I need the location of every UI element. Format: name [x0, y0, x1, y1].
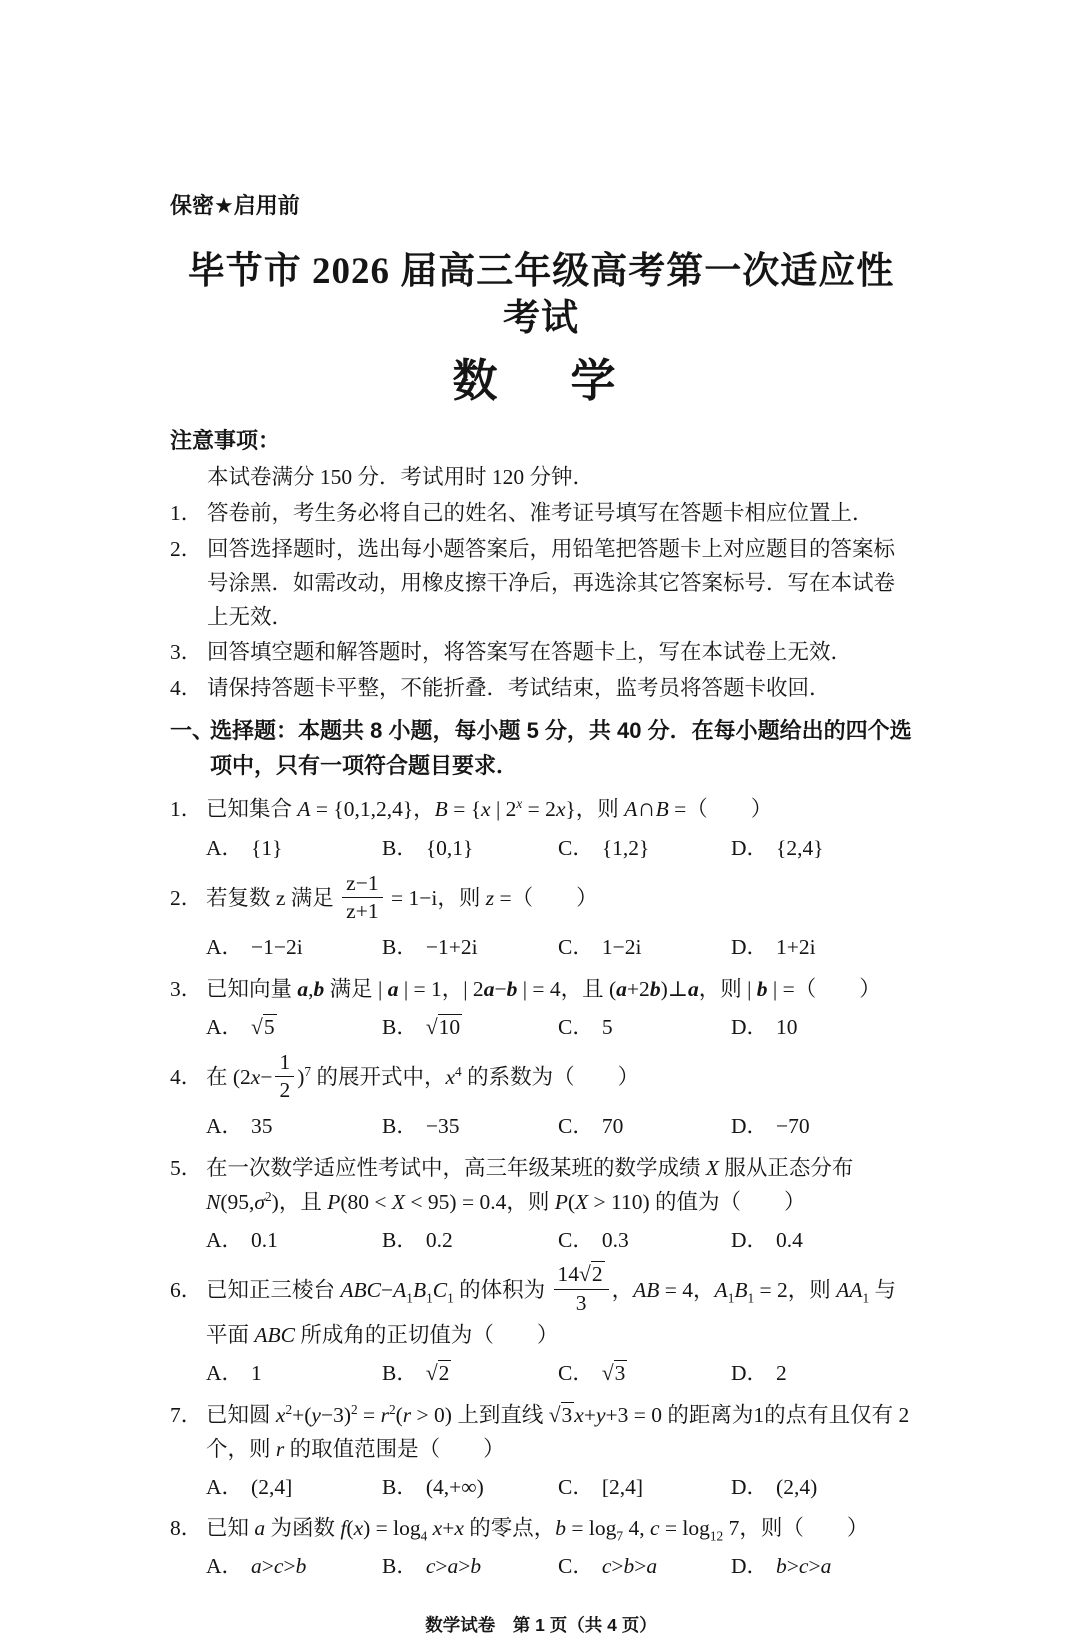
- option: [206, 929, 382, 967]
- notice-item: [170, 533, 912, 635]
- option: [206, 1222, 382, 1260]
- option-label: D．: [731, 836, 769, 860]
- question-text: 若复数 z 满足 $\frac{z-1}{z+1}$ = 1−i，则 z =（ ）: [206, 870, 598, 923]
- question-number: 1．: [170, 796, 203, 821]
- option-label: D．: [731, 1014, 769, 1039]
- option-label: A．: [206, 1114, 244, 1139]
- option-label: C．: [558, 1014, 594, 1039]
- question-item: [170, 1512, 912, 1586]
- notice-item-text: 请保持答题卡平整，不能折叠．考试结束，监考员将答题卡收回．: [207, 676, 831, 701]
- notice-item: [170, 672, 912, 706]
- option-label: D．: [731, 1227, 769, 1252]
- option-value: 70: [601, 1114, 624, 1139]
- question-text: 在一次数学适应性考试中，高三年级某班的数学成绩 X 服从正态分布 $N(95,\sigma^2)$，且 P(80 < X < 95) = 0.4，则 P(X > 110) 的值为（ ）: [206, 1155, 854, 1214]
- question-stem: [170, 1512, 912, 1546]
- option: [382, 830, 558, 868]
- option-label: B．: [382, 1014, 418, 1039]
- question-number: 5．: [170, 1155, 203, 1180]
- option-value: {0,1}: [425, 836, 474, 860]
- question-text: 已知正三棱台 $ABC-A_1B_1C_1$ 的体积为 $\frac{14√2}{3}$ ，AB = 4，$A_1B_1 = 2$，则 $AA_1$ 与平面 ABC 所成角的正切值为（ ）: [206, 1262, 897, 1348]
- question-number: 3．: [170, 976, 203, 1001]
- option-label: B．: [382, 935, 418, 960]
- question-stem: [170, 1049, 912, 1107]
- option: [731, 830, 912, 868]
- option-value: −1−2i: [251, 935, 303, 960]
- option-value: 1: [251, 1361, 262, 1386]
- option: [731, 929, 912, 967]
- question-options: [170, 1355, 912, 1393]
- question-text: 已知集合 A = {0,1,2,4}，B = {x | $2^x = 2x$}，则 A∩B =（ ）: [206, 793, 773, 822]
- question-options: [170, 1009, 912, 1047]
- question-options: [170, 1108, 912, 1146]
- option-value: 5: [601, 1014, 613, 1039]
- option-label: A．: [206, 1361, 244, 1386]
- option-label: C．: [558, 1474, 594, 1499]
- option-label: C．: [558, 836, 594, 860]
- option-label: D．: [731, 1114, 769, 1139]
- option: [731, 1469, 912, 1507]
- question-number: 4．: [170, 1065, 203, 1090]
- option: [558, 1009, 731, 1047]
- notice-intro: 本试卷满分 150 分．考试用时 120 分钟．: [207, 464, 595, 489]
- option-label: B．: [382, 1361, 418, 1386]
- question-item: [170, 1399, 912, 1507]
- notice-item-text: 回答填空题和解答题时，将答案写在答题卡上，写在本试卷上无效．: [207, 640, 853, 665]
- notice-item-text: 答卷前，考生务必将自己的姓名、准考证号填写在答题卡相应位置上．: [207, 500, 874, 525]
- section-number: 一、: [170, 718, 215, 744]
- question-number: 6．: [170, 1278, 203, 1303]
- question-number: 7．: [170, 1402, 203, 1427]
- option-label: B．: [382, 1554, 418, 1579]
- option: [731, 1009, 912, 1047]
- option-value: −70: [776, 1114, 810, 1139]
- question-item: [170, 973, 912, 1047]
- option: [382, 1009, 558, 1047]
- option: [382, 1108, 558, 1146]
- option: [731, 1108, 912, 1146]
- option-value: c>b>a: [601, 1554, 658, 1579]
- question-options: [170, 830, 912, 868]
- option: [558, 1469, 731, 1507]
- option: [558, 929, 731, 967]
- question-text: 已知圆 $x^2+(y-3)^2 = r^2(r > 0)$ 上到直线 √3x+y+3 = 0 的距离为1的点有且仅有 2 个，则 r 的取值范围是（ ）: [206, 1401, 910, 1461]
- option-value: 1+2i: [776, 935, 816, 960]
- option: [731, 1222, 912, 1260]
- option-value: b>c>a: [776, 1554, 832, 1579]
- question-options: [170, 929, 912, 967]
- option-label: D．: [731, 1554, 769, 1579]
- option-value: 35: [251, 1114, 273, 1139]
- option-label: B．: [382, 1227, 418, 1252]
- exam-title: 毕节市 2026 届高三年级高考第一次适应性考试: [187, 251, 895, 339]
- option: [731, 1548, 912, 1586]
- question-number: 2．: [170, 886, 203, 911]
- notice-item-number: 3．: [170, 640, 203, 665]
- option-label: C．: [558, 1227, 594, 1252]
- question-options: [170, 1469, 912, 1507]
- question-item: [170, 1262, 912, 1392]
- question-stem: [170, 973, 912, 1007]
- option-label: C．: [558, 1361, 594, 1386]
- option-value: √2: [425, 1361, 450, 1386]
- option-value: −35: [425, 1114, 460, 1139]
- option-label: C．: [558, 935, 594, 960]
- option: [206, 1548, 382, 1586]
- option: [558, 1548, 731, 1586]
- subject-title: 数 学: [452, 355, 630, 406]
- option-value: (2,4): [776, 1474, 818, 1499]
- option: [382, 1222, 558, 1260]
- option: [206, 1469, 382, 1507]
- option: [731, 1355, 912, 1393]
- option-label: A．: [206, 1554, 244, 1579]
- option-value: {2,4}: [776, 836, 824, 860]
- notice-section: [170, 424, 912, 707]
- section-heading: [170, 714, 912, 784]
- option: [382, 929, 558, 967]
- notice-item: [170, 497, 912, 531]
- question-options: [170, 1222, 912, 1260]
- option-value: 0.3: [601, 1227, 629, 1252]
- option-value: c>a>b: [425, 1554, 482, 1579]
- question-options: [170, 1548, 912, 1586]
- question-stem: [170, 1399, 912, 1467]
- option-value: 0.2: [425, 1227, 453, 1252]
- option-label: C．: [558, 1114, 594, 1139]
- option-value: 1−2i: [601, 935, 642, 960]
- option: [558, 1222, 731, 1260]
- option-label: C．: [558, 1554, 594, 1579]
- option-value: [2,4]: [601, 1474, 644, 1499]
- option-value: √3: [601, 1361, 626, 1386]
- notice-item-number: 1．: [170, 500, 203, 525]
- question-text: 已知向量 a,b 满足 | a | = 1，| 2a−b | = 4，且 (a+2b)⊥a，则 | b | =（ ）: [206, 976, 881, 1001]
- option: [206, 1108, 382, 1146]
- option-value: √5: [251, 1014, 275, 1039]
- option-label: A．: [206, 1014, 244, 1039]
- question-text: 在 (2x− $\frac{1}{2}$ )$^7$ 的展开式中，$x^4$ 的系数为（ ）: [206, 1049, 640, 1102]
- notice-item-text: 回答选择题时，选出每小题答案后，用铅笔把答题卡上对应题目的答案标号涂黑．如需改动，用橡皮擦干净后，再选涂其它答案标号．写在本试卷上无效．: [207, 536, 896, 629]
- option-value: −1+2i: [425, 935, 478, 960]
- option-value: 0.1: [251, 1227, 278, 1252]
- option: [206, 830, 382, 868]
- option: [382, 1469, 558, 1507]
- option-label: D．: [731, 935, 769, 960]
- option: [558, 830, 731, 868]
- option-value: (2,4]: [251, 1474, 293, 1499]
- question-item: [170, 1152, 912, 1260]
- notice-item-number: 4．: [170, 676, 203, 701]
- option-label: A．: [206, 1474, 244, 1499]
- option-value: √10: [425, 1014, 461, 1039]
- section-text: 选择题：本题共 8 小题，每小题 5 分，共 40 分．在每小题给出的四个选项中，只有一项符合题目要求．: [210, 718, 912, 779]
- question-stem: [170, 1152, 912, 1220]
- notice-item-number: 2．: [170, 536, 203, 561]
- secrecy-label: 保密★启用前: [170, 193, 300, 218]
- question-text: 已知 a 为函数 $f(x) = \log_4 x+x$ 的零点，$b = \log_7 4$, $c = \log_{12} 7$，则（ ）: [206, 1516, 869, 1544]
- option-value: a>c>b: [251, 1554, 307, 1579]
- question-item: [170, 1049, 912, 1146]
- question-item: [170, 788, 912, 868]
- option: [558, 1108, 731, 1146]
- option-value: {1,2}: [601, 836, 650, 860]
- option-value: {1}: [251, 836, 283, 860]
- option: [558, 1355, 731, 1393]
- question-stem: [170, 870, 912, 928]
- option-label: A．: [206, 935, 244, 960]
- option-label: B．: [382, 836, 418, 860]
- page-footer: 数学试卷 第 1 页（共 4 页）: [425, 1614, 657, 1635]
- option-value: 2: [776, 1361, 787, 1386]
- option-label: B．: [382, 1474, 418, 1499]
- option-value: 0.4: [776, 1227, 803, 1252]
- option-label: B．: [382, 1114, 418, 1139]
- question-stem: [170, 1262, 912, 1353]
- question-item: [170, 870, 912, 967]
- option: [206, 1355, 382, 1393]
- option-label: A．: [206, 1227, 244, 1252]
- question-stem: [170, 788, 912, 828]
- option-label: A．: [206, 836, 244, 860]
- question-number: 8．: [170, 1516, 203, 1541]
- option-value: (4,+∞): [425, 1474, 484, 1499]
- option-value: 10: [776, 1014, 798, 1039]
- notice-item: [170, 636, 912, 670]
- option-label: D．: [731, 1474, 769, 1499]
- option: [206, 1009, 382, 1047]
- option-label: D．: [731, 1361, 769, 1386]
- option: [382, 1355, 558, 1393]
- notice-heading: 注意事项：: [170, 427, 281, 453]
- option: [382, 1548, 558, 1586]
